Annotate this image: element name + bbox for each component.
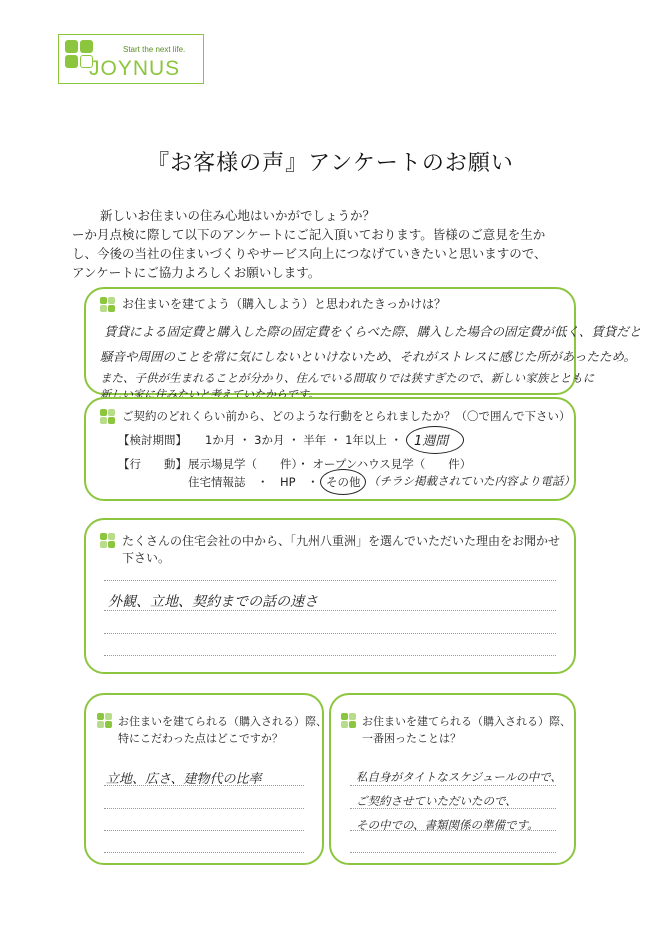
q4-answer: 立地、広さ、建物代の比率 [106,772,262,787]
answer-rule [104,655,556,656]
answer-rule [104,580,556,581]
q5-answer-line: 私自身がタイトなスケジュールの中で、 [356,770,562,784]
logo-square-icon [80,40,93,53]
q4-question-line2: 特にこだわった点はどこですか？ [118,732,283,745]
q1-answer-line: 新しい家に住みたいと考えていたからです。 [100,388,320,401]
q4-question-line1: お住まいを建てられる（購入される）際、 [118,715,327,728]
logo-tagline: Start the next life. [123,45,186,54]
bullet-icon [341,713,357,729]
q2-period-label: 【検討期間】 [118,433,187,447]
q5-answer-line: ご契約させていただいたので、 [356,794,517,808]
q2-other-label: その他 [326,475,361,489]
intro-line: 新しいお住まいの住み心地はいかがでしょうか？ [100,208,376,223]
answer-rule [104,633,556,634]
q3-answer: 外観、立地、契約までの話の速さ [108,594,318,610]
q5-question-line2: 一番困ったことは？ [362,732,461,745]
q3-question: たくさんの住宅会社の中から、「九州八重洲」を選んでいただいた理由をお聞かせ下さい。 [122,534,561,565]
intro-line: アンケートにご協力よろしくお願いします。 [72,265,321,280]
q1-answer-line: また、子供が生まれることが分かり、住んでいる間取りでは狭すぎたので、新しい家族とともに [100,371,595,385]
q2-action-line1: 展示場見学（ 件）・ オープンハウス見学（ 件） [188,457,472,471]
q2-question: ご契約のどれくらい前から、どのような行動をとられましたか？（〇で囲んで下さい） [122,409,571,423]
intro-line: ーか月点検に際して以下のアンケートにご記入頂いております。皆様のご意見を生か [72,227,546,242]
page-title: 『お客様の声』アンケートのお願い [147,151,514,176]
q2-period-options: 1か月 ・ 3か月 ・ 半年 ・ 1年以上 ・ [205,433,403,447]
bullet-icon [100,409,116,425]
q5-question-line1: お住まいを建てられる（購入される）際、 [362,715,571,728]
intro-line: し、今後の当社の住まいづくりやサービス向上につなげていきたいと思いますので、 [72,246,547,261]
q2-action-line2: 住宅情報誌 ・ HP ・ [188,475,319,489]
company-logo [58,34,204,84]
q5-answer-line: その中での、書類関係の準備です。 [356,818,539,832]
q1-answer-line: 賃貸による固定費と購入した際の固定費をくらべた際、購入した場合の固定費が低く、賃貸だと [104,324,642,339]
answer-rule [104,808,304,809]
answer-rule [104,852,304,853]
q2-other-answer: （チラシ掲載されていた内容より電話） [368,474,575,488]
logo-square-icon [65,40,78,53]
logo-wordmark: JOYNUS [89,57,181,80]
q2-period-answer: 1週間 [414,434,449,449]
logo-square-icon [65,55,78,68]
bullet-icon [100,533,116,549]
bullet-icon [97,713,113,729]
q1-answer-line: 騒音や周囲のことを常に気にしないといけないため、それがストレスに感じた所があったため。 [100,349,637,364]
intro-text [72,206,606,282]
answer-rule [104,830,304,831]
q2-action-label: 【行 動】 [118,457,187,471]
answer-rule [350,852,556,853]
answer-rule [350,785,556,786]
bullet-icon [100,297,116,313]
q1-question: お住まいを建てよう（購入しよう）と思われたきっかけは？ [122,297,447,311]
